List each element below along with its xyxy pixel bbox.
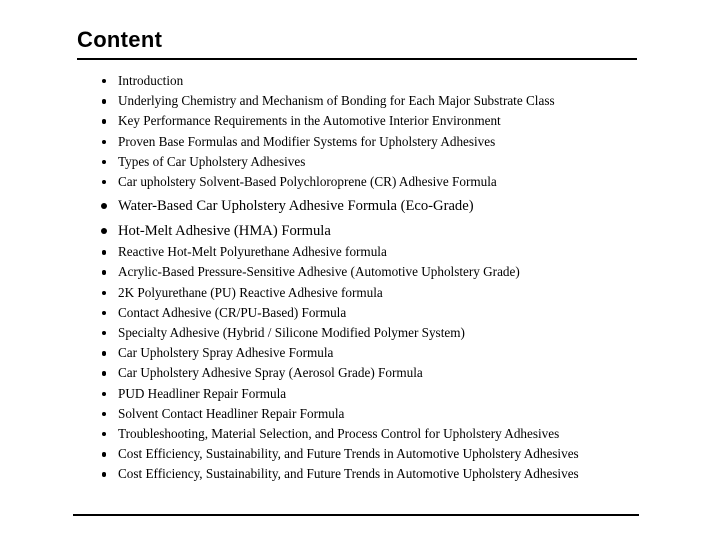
- list-item-text: Troubleshooting, Material Selection, and Process Control for Upholstery Adhesives: [118, 426, 560, 442]
- list-item: [100, 242, 680, 262]
- list-item-text: Car upholstery Solvent-Based Polychloroprene (CR) Adhesive Formula: [118, 174, 497, 190]
- list-item: [100, 444, 680, 464]
- list-item: [100, 220, 680, 242]
- bullet-icon: [102, 180, 106, 184]
- list-item-text: Acrylic-Based Pressure-Sensitive Adhesive (Automotive Upholstery Grade): [118, 264, 520, 280]
- list-item-text: Solvent Contact Headliner Repair Formula: [118, 405, 345, 421]
- list-item: [100, 323, 680, 343]
- list-item-text: Cost Efficiency, Sustainability, and Future Trends in Automotive Upholstery Adhesives: [118, 466, 579, 482]
- bullet-icon: [102, 160, 106, 164]
- list-item: [100, 303, 680, 323]
- list-item-text: Underlying Chemistry and Mechanism of Bonding for Each Major Substrate Class: [118, 93, 555, 109]
- list-item-text: PUD Headliner Repair Formula: [118, 385, 287, 401]
- list-item-text: Water-Based Car Upholstery Adhesive Formula (Eco-Grade): [118, 198, 474, 215]
- list-item-text: Contact Adhesive (CR/PU-Based) Formula: [118, 304, 347, 320]
- bullet-icon: [102, 331, 106, 335]
- bullet-icon: [101, 203, 107, 209]
- list-item: [100, 424, 680, 444]
- content-list: [100, 71, 680, 485]
- bullet-icon: [102, 79, 106, 83]
- list-item-text: Car Upholstery Spray Adhesive Formula: [118, 345, 334, 361]
- bullet-icon: [102, 351, 106, 355]
- bullet-icon: [102, 119, 106, 123]
- bullet-icon: [102, 371, 106, 375]
- bullet-icon: [102, 392, 106, 396]
- bullet-icon: [101, 228, 107, 234]
- list-item-text: Proven Base Formulas and Modifier Systems for Upholstery Adhesives: [118, 133, 496, 149]
- title-underline: [77, 58, 637, 60]
- list-item: [100, 464, 680, 484]
- list-item: [100, 343, 680, 363]
- list-item: [100, 195, 680, 217]
- bullet-icon: [102, 250, 106, 254]
- list-item-text: Reactive Hot-Melt Polyurethane Adhesive formula: [118, 244, 387, 260]
- list-item: [100, 363, 680, 383]
- bullet-icon: [102, 432, 106, 436]
- list-item: [100, 283, 680, 303]
- bullet-icon: [102, 270, 106, 274]
- list-item: [100, 132, 680, 152]
- bullet-icon: [102, 291, 106, 295]
- list-item: [100, 152, 680, 172]
- list-item: [100, 404, 680, 424]
- list-item-text: Cost Efficiency, Sustainability, and Future Trends in Automotive Upholstery Adhesives: [118, 446, 579, 462]
- bullet-icon: [102, 140, 106, 144]
- bullet-icon: [102, 311, 106, 315]
- list-item: [100, 172, 680, 192]
- list-item-text: Specialty Adhesive (Hybrid / Silicone Modified Polymer System): [118, 325, 465, 341]
- footer-line: [73, 514, 639, 516]
- bullet-icon: [102, 472, 106, 476]
- list-item-text: Types of Car Upholstery Adhesives: [118, 153, 306, 169]
- slide-title: Content: [77, 27, 163, 52]
- list-item: [100, 384, 680, 404]
- list-item-text: Car Upholstery Adhesive Spray (Aerosol Grade) Formula: [118, 365, 423, 381]
- list-item: [100, 71, 680, 91]
- bullet-icon: [102, 412, 106, 416]
- bullet-icon: [102, 99, 106, 103]
- list-item-text: Introduction: [118, 73, 184, 88]
- bullet-icon: [102, 452, 106, 456]
- list-item: [100, 91, 680, 111]
- list-item: [100, 262, 680, 282]
- list-item-text: 2K Polyurethane (PU) Reactive Adhesive formula: [118, 284, 383, 300]
- list-item-text: Hot-Melt Adhesive (HMA) Formula: [118, 223, 331, 240]
- list-item-text: Key Performance Requirements in the Automotive Interior Environment: [118, 113, 501, 129]
- list-item: [100, 111, 680, 131]
